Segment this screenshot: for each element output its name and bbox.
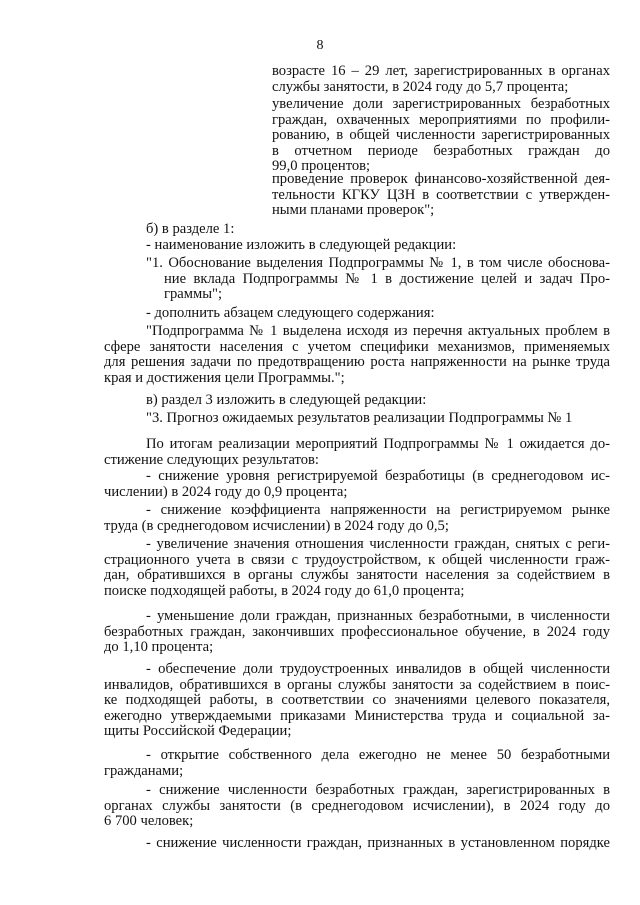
text-line: в отчетном периоде безработных граждан до bbox=[272, 142, 610, 159]
result-item bbox=[104, 662, 610, 740]
section-c-title: "3. Прогноз ожидаемых результатов реализации Подпрограммы № 1 bbox=[146, 410, 573, 426]
result-item bbox=[104, 609, 610, 656]
text-line: стижение следующих результатов: bbox=[104, 451, 319, 468]
text-line: - увеличение значения отношения численности граждан, снятых с реги- bbox=[146, 536, 610, 552]
text-line: - снижение коэффициента напряженности на регистрируемом рынке bbox=[146, 502, 610, 518]
text-line: труда (в среднегодовом исчислении) в 2024 году до 0,5; bbox=[104, 517, 449, 534]
text-line: гражданами; bbox=[104, 762, 184, 779]
text-line: ежегодно утверждаемыми приказами Министерства труда и социальной за- bbox=[104, 707, 610, 724]
result-item bbox=[104, 537, 610, 599]
text-line: дан, обратившихся в органы службы занятости населения за содействием в bbox=[104, 567, 610, 584]
section-b-header: б) в разделе 1: bbox=[146, 221, 235, 237]
text-line: возрасте 16 – 29 лет, зарегистрированных в органах bbox=[272, 63, 610, 79]
result-item bbox=[104, 469, 610, 500]
list-item-inspections bbox=[272, 172, 610, 219]
section-b-item-2: - дополнить абзацем следующего содержания: bbox=[146, 305, 435, 321]
section-c-header: в) раздел 3 изложить в следующей редакции: bbox=[146, 392, 427, 408]
text-line: - открытие собственного дела ежегодно не менее 50 безработными bbox=[146, 747, 610, 763]
text-line: ными планами проверок"; bbox=[272, 202, 435, 219]
text-line: проведение проверок финансово-хозяйственной дея- bbox=[272, 171, 610, 187]
text-line: службы занятости, в 2024 году до 5,7 процента; bbox=[272, 78, 569, 95]
text-line: страционного учета в связи с трудоустройством, к общей численности граж- bbox=[104, 551, 610, 568]
section-b-quote bbox=[146, 256, 610, 303]
result-item bbox=[104, 836, 610, 852]
result-item bbox=[104, 748, 610, 779]
text-line: щиты Российской Федерации; bbox=[104, 723, 292, 740]
result-item bbox=[104, 503, 610, 534]
result-item bbox=[104, 783, 610, 830]
text-line: сфере занятости населения с учетом специфики механизмов, применяемых bbox=[104, 338, 610, 355]
text-line: По итогам реализации мероприятий Подпрограммы № 1 ожидается до- bbox=[146, 436, 610, 452]
text-line: "Подпрограмма № 1 выделена исходя из перечня актуальных проблем в bbox=[146, 323, 610, 339]
list-item-registered-share bbox=[272, 97, 610, 175]
page-number: 8 bbox=[316, 38, 324, 53]
text-line: числении) в 2024 году до 0,9 процента; bbox=[104, 483, 348, 500]
text-line: 99,0 процентов; bbox=[272, 158, 371, 175]
section-b-item-1: - наименование изложить в следующей редакции: bbox=[146, 237, 457, 253]
text-line: края и достижения цели Программы."; bbox=[104, 369, 345, 386]
text-line: ке подходящей работы, в соответствии со значениями целевого показателя, bbox=[104, 692, 610, 709]
text-line: органах службы занятости (в среднегодовом исчислении), в 2024 году до bbox=[104, 797, 610, 814]
list-continuation bbox=[272, 64, 610, 95]
section-c-intro bbox=[104, 437, 610, 468]
text-line: - уменьшение доли граждан, признанных безработными, в численности bbox=[146, 608, 610, 624]
text-line: - снижение численности граждан, признанных в установленном порядке bbox=[146, 835, 610, 851]
text-line: увеличение доли зарегистрированных безработных bbox=[272, 96, 610, 112]
text-line: "1. Обоснование выделения Подпрограммы № 1, в том числе обоснова- bbox=[146, 255, 610, 271]
text-line: 6 700 человек; bbox=[104, 813, 194, 830]
text-line: граждан, охваченных мероприятиями по профили- bbox=[272, 111, 610, 128]
text-line: инвалидов, обратившихся в органы службы занятости за содействием в поис- bbox=[104, 676, 610, 693]
text-line: граммы"; bbox=[164, 286, 223, 303]
section-b-paragraph bbox=[104, 324, 610, 386]
text-line: - снижение численности безработных граждан, зарегистрированных в bbox=[146, 782, 610, 798]
text-line: тельности КГКУ ЦЗН в соответствии с утвержден- bbox=[272, 186, 610, 203]
text-line: - обеспечение доли трудоустроенных инвалидов в общей численности bbox=[146, 661, 610, 677]
text-line: безработных граждан, закончивших профессиональное обучение, в 2024 году bbox=[104, 623, 610, 640]
text-line: до 1,10 процента; bbox=[104, 639, 214, 656]
text-line: рованию, в общей численности зарегистрированных bbox=[272, 127, 610, 144]
text-line: поиске подходящей работы, в 2024 году до 61,0 процента; bbox=[104, 582, 465, 599]
text-line: для решения задачи по предотвращению роста напряженности на рынке труда bbox=[104, 354, 610, 371]
text-line: - снижение уровня регистрируемой безработицы (в среднегодовом ис- bbox=[146, 468, 610, 484]
text-line: ние вклада Подпрограммы № 1 в достижение целей и задач Про- bbox=[164, 270, 610, 287]
